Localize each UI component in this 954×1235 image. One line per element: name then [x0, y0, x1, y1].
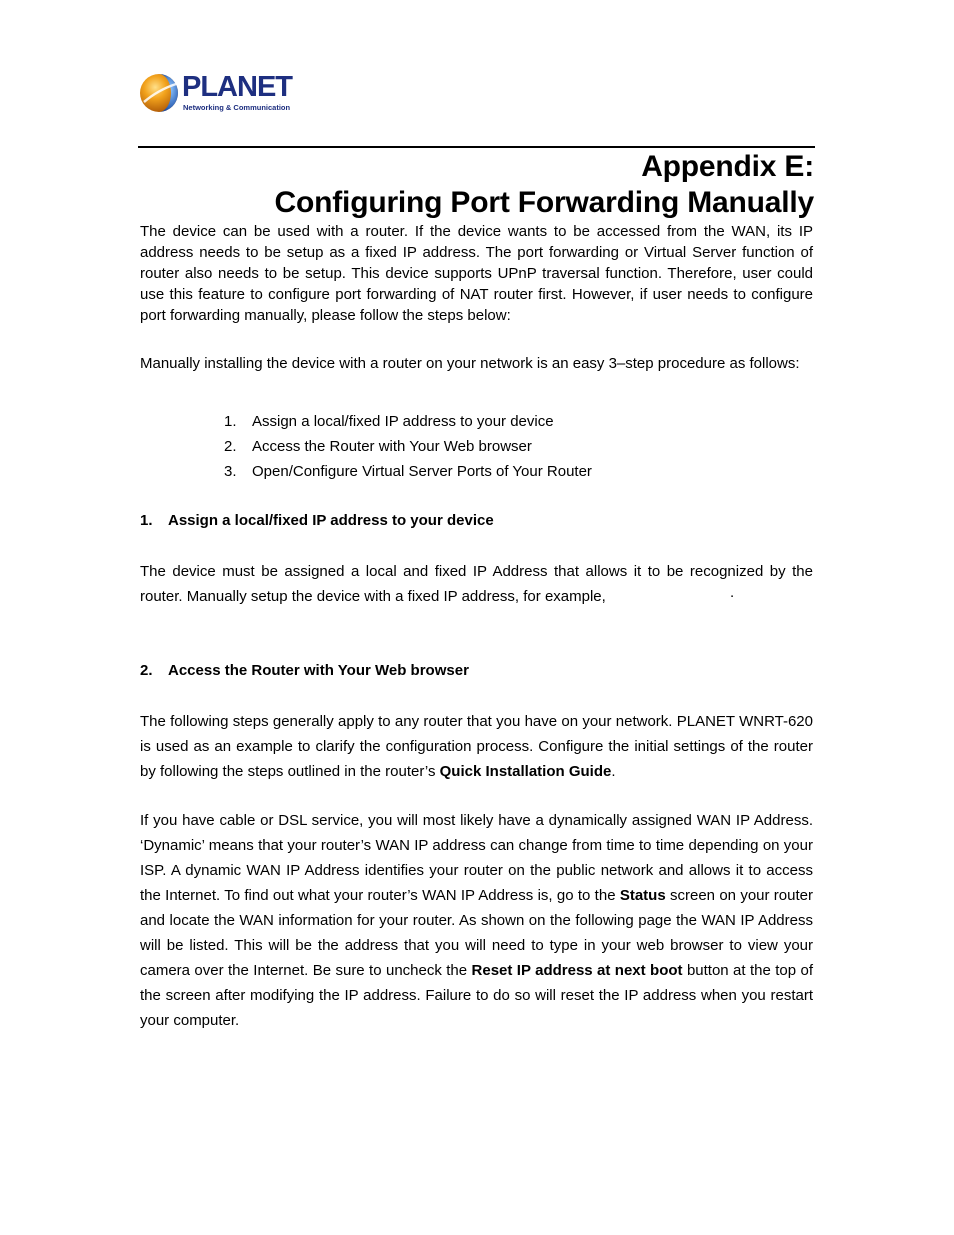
- section2-number: 2.: [140, 662, 153, 679]
- brand-name: PLANET: [182, 71, 292, 103]
- list-item-text: Access the Router with Your Web browser: [252, 438, 532, 455]
- section1-paragraph: The device must be assigned a local and fixed IP Address that allows it to be recognized by the router. Manually setup the device with a fixed IP address, for example,: [140, 563, 813, 605]
- section2-p1-text-a: The following steps generally apply to any router that you have on your network. PLANET WNRT-620 is used as an example to clarify the configuration process. Configure the initial settings of the router by following the steps outlined in the router’s: [140, 713, 813, 780]
- list-item-number: 2.: [224, 438, 237, 455]
- list-item: [224, 459, 592, 484]
- steps-list: [224, 409, 592, 484]
- section2-paragraph-2: [140, 808, 813, 1033]
- section2-heading: [140, 662, 469, 679]
- list-item: [224, 409, 592, 434]
- list-item: [224, 434, 592, 459]
- planet-logo: [138, 70, 308, 116]
- section1-number: 1.: [140, 512, 153, 529]
- appendix-subtitle: Configuring Port Forwarding Manually: [274, 186, 814, 219]
- section2-p2-text-c: button at the top of the screen after modifying the IP address. Failure to do so will reset the IP address when you restart your computer.: [140, 962, 814, 1029]
- section2-p1-text-b: .: [611, 763, 616, 780]
- appendix-title: Appendix E:: [641, 150, 814, 183]
- brand-tagline: Networking & Communication: [183, 103, 291, 112]
- header-rule: [138, 146, 815, 148]
- section2-p2-text-a: If you have cable or DSL service, you will most likely have a dynamically assigned WAN IP Address. ‘Dynamic’ means that your router’s WAN IP address can change from time to time depending on your ISP. A dynamic WAN IP Address identifies your router on the public network and allows it to access the Internet. To find out what your router’s WAN IP Address is, go to the: [140, 812, 813, 904]
- section1-heading: [140, 512, 494, 529]
- section1-heading-text: Assign a local/fixed IP address to your device: [168, 512, 494, 529]
- manual-install-paragraph: Manually installing the device with a router on your network is an easy 3–step procedure as follows:: [140, 355, 800, 372]
- section2-paragraph-1: [140, 709, 813, 784]
- section2-p2-text-b: screen on your router and locate the WAN information for your router. As shown on the following page the WAN IP Address will be listed. This will be the address that you will need to type in your web browser to view your camera over the Internet. Be sure to uncheck the: [140, 887, 813, 979]
- list-item-number: 3.: [224, 463, 237, 480]
- section2-heading-text: Access the Router with Your Web browser: [168, 662, 469, 679]
- status-ref: Status: [619, 887, 666, 904]
- intro-paragraph: The device can be used with a router. If the device wants to be accessed from the WAN, its IP address needs to be setup as a fixed IP address. The port forwarding or Virtual Server function of router also needs to be setup. This device supports UPnP traversal function. Therefore, user could use this feature to configure port forwarding of NAT router first. However, if user needs to configure port forwarding manually, please follow the steps below:: [140, 223, 813, 324]
- section1-trailing-period: .: [730, 584, 735, 601]
- reset-ip-ref: Reset IP address at next boot: [471, 962, 683, 979]
- list-item-text: Open/Configure Virtual Server Ports of Your Router: [252, 463, 592, 480]
- quick-installation-guide-ref: Quick Installation Guide: [439, 763, 612, 780]
- globe-icon: [138, 72, 180, 114]
- list-item-text: Assign a local/fixed IP address to your device: [252, 413, 554, 430]
- list-item-number: 1.: [224, 413, 237, 430]
